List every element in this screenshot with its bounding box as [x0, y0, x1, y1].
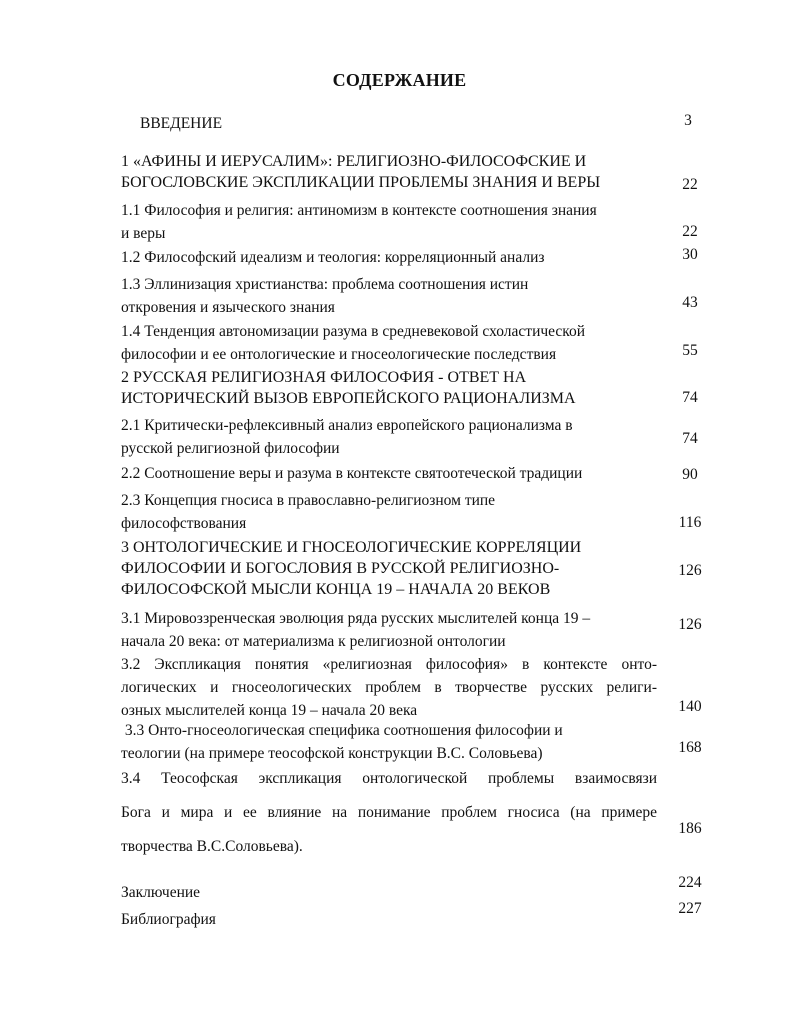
toc-page-number: 22: [682, 176, 698, 193]
toc-page-number: 186: [678, 820, 702, 837]
toc-entry-line: 1.3 Эллинизация христианства: проблема соотношения истин: [121, 276, 529, 293]
toc-entry-line: озных мыслителей конца 19 – начала 20 века: [121, 702, 418, 719]
toc-entry-line: БОГОСЛОВСКИЕ ЭКСПЛИКАЦИИ ПРОБЛЕМЫ ЗНАНИЯ И ВЕРЫ: [121, 174, 601, 191]
toc-entry-line: 3.2 Экспликация понятия «религиозная философия» в контексте онто-: [121, 656, 657, 673]
toc-entry-line: ФИЛОСОФИИ И БОГОСЛОВИЯ В РУССКОЙ РЕЛИГИОЗНО-: [121, 560, 560, 577]
toc-entry-line: ВВЕДЕНИЕ: [140, 115, 223, 132]
toc-page-number: 116: [678, 514, 702, 531]
toc-entry-line: откровения и языческого знания: [121, 299, 335, 316]
toc-entry-line: Библиография: [121, 911, 216, 928]
toc-entry-line: ФИЛОСОФСКОЙ МЫСЛИ КОНЦА 19 – НАЧАЛА 20 ВЕКОВ: [121, 581, 551, 598]
toc-entry-line: 3.1 Мировоззренческая эволюция ряда русских мыслителей конца 19 –: [121, 610, 591, 627]
toc-entry-line: 1 «АФИНЫ И ИЕРУСАЛИМ»: РЕЛИГИОЗНО-ФИЛОСОФСКИЕ И: [121, 153, 587, 170]
toc-page-number: 55: [682, 342, 698, 359]
toc-page-number: 126: [678, 562, 702, 579]
toc-entry-line: творчества В.С.Соловьева).: [121, 838, 303, 855]
page-title: СОДЕРЖАНИЕ: [332, 70, 467, 90]
toc-entry-line: 2 РУССКАЯ РЕЛИГИОЗНАЯ ФИЛОСОФИЯ - ОТВЕТ НА: [121, 369, 527, 386]
toc-entry-line: и веры: [121, 225, 166, 242]
toc-entry-line: 1.2 Философский идеализм и теология: корреляционный анализ: [121, 249, 545, 266]
toc-page-number: 43: [682, 294, 698, 311]
toc-entry-line: 3.4 Теософская экспликация онтологической проблемы взаимосвязи: [121, 770, 657, 787]
toc-page-number: 22: [682, 223, 698, 240]
toc-entry-line: ИСТОРИЧЕСКИЙ ВЫЗОВ ЕВРОПЕЙСКОГО РАЦИОНАЛИЗМА: [121, 390, 576, 407]
toc-entry-line: 3.3 Онто-гносеологическая специфика соотношения философии и: [121, 722, 563, 739]
toc-page-number: 3: [684, 112, 692, 129]
toc-page-number: 224: [678, 874, 702, 891]
toc-entry-line: философствования: [121, 515, 247, 532]
toc-page-number: 74: [682, 430, 698, 447]
toc-page-number: 227: [678, 900, 702, 917]
toc-entry-line: Бога и мира и ее влияние на понимание проблем гносиса (на примере: [121, 804, 657, 821]
toc-entry-line: 3 ОНТОЛОГИЧЕСКИЕ И ГНОСЕОЛОГИЧЕСКИЕ КОРРЕЛЯЦИИ: [121, 539, 582, 556]
toc-entry-line: Заключение: [121, 884, 201, 901]
toc-entry-line: логических и гносеологических проблем в творчестве русских религи-: [121, 679, 657, 696]
toc-page-number: 30: [682, 246, 698, 263]
toc-page-number: 74: [682, 389, 698, 406]
toc-entry-line: 1.4 Тенденция автономизации разума в средневековой схоластической: [121, 323, 586, 340]
toc-entry-line: философии и ее онтологические и гносеологические последствия: [121, 346, 557, 363]
toc-page-number: 126: [678, 616, 702, 633]
toc-page-number: 168: [678, 739, 702, 756]
toc-entry-line: русской религиозной философии: [121, 440, 340, 457]
toc-entry-line: 1.1 Философия и религия: антиномизм в контексте соотношения знания: [121, 202, 597, 219]
toc-entry-line: начала 20 века: от материализма к религиозной онтологии: [121, 633, 506, 650]
toc-entry-line: 2.1 Критически-рефлексивный анализ европейского рационализма в: [121, 417, 573, 434]
toc-page-number: 140: [678, 698, 702, 715]
toc-entry-line: теологии (на примере теософской конструкции В.С. Соловьева): [121, 745, 543, 762]
toc-entry-line: 2.2 Соотношение веры и разума в контексте святоотеческой традиции: [121, 465, 583, 482]
toc-entry-line: 2.3 Концепция гносиса в православно-религиозном типе: [121, 492, 496, 509]
toc-page-number: 90: [682, 466, 698, 483]
